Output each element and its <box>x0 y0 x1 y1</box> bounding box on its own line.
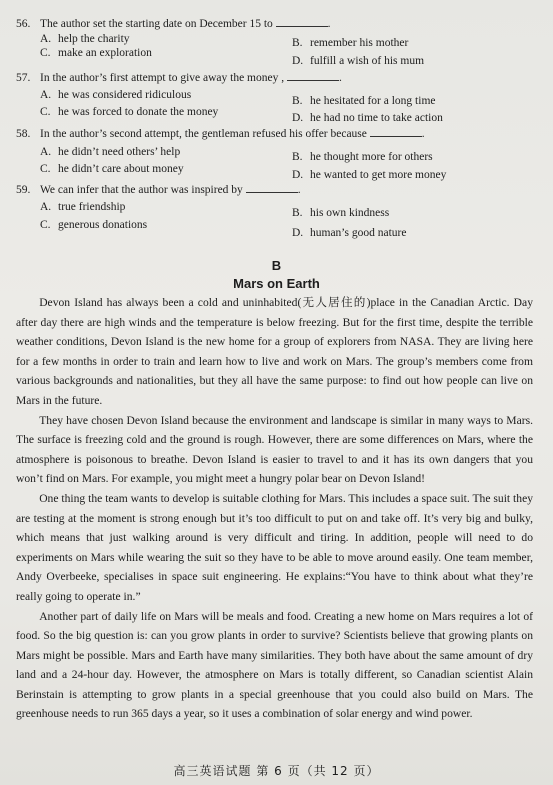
option-57-c: C. he was forced to donate the money <box>40 106 219 118</box>
option-56-a: A. help the charity <box>40 33 130 45</box>
question-stem: In the author’s first attempt to give away the money , <box>40 72 285 84</box>
answer-blank <box>276 16 328 27</box>
question-57: 57. In the author’s first attempt to give away the money , . <box>16 72 342 84</box>
question-number: 58. <box>16 128 31 140</box>
answer-blank <box>287 70 339 81</box>
option-58-c: C. he didn’t care about money <box>40 163 184 175</box>
option-57-b: B. he hesitated for a long time <box>292 95 436 107</box>
option-58-a: A. he didn’t need others’ help <box>40 146 181 158</box>
question-number: 59. <box>16 184 31 196</box>
option-57-a: A. he was considered ridiculous <box>40 89 192 101</box>
question-stem: The author set the starting date on December 15 to <box>40 18 273 30</box>
question-59: 59. We can infer that the author was inspired by . <box>16 184 301 196</box>
option-56-c: C. make an exploration <box>40 47 152 59</box>
passage-body <box>16 293 533 724</box>
option-57-d: D. he had no time to take action <box>292 112 443 124</box>
option-56-b: B. remember his mother <box>292 37 409 49</box>
option-59-c: C. generous donations <box>40 219 148 231</box>
paragraph: Another part of daily life on Mars will be meals and food. Creating a new home on Mars requires a lot of food. So the big question is: can you grow plants in order to survive? Scientists believe that growing plants on Mars might be possible. Mars and Earth have many similarities. They both have about the same amount of dry land and a 24-hour day. However, the atmosphere on Mars is totally different, so Canadian scientist Alain Berinstain is attempting to grow plants in a special greenhouse that you could also build on Mars. The greenhouse needs to run 365 days a year, so it uses a combination of solar energy and wind power. <box>16 609 533 721</box>
question-number: 56. <box>16 18 31 30</box>
page-footer: 高三英语试题 第 6 页（共 12 页） <box>173 764 380 778</box>
paragraph: Devon Island has always been a cold and uninhabited(无人居住的)place in the Canadian Arctic. Day after day there are high winds and the temperature is below freezing. But for the first time, despite the terrible weather conditions, Devon Island is the new home for a group of explorers from NASA. They are living here for a few months in order to train and learn how to live and work on Mars. The group’s members come from various backgrounds and nationalities, but they all have the same purpose: to find out how people can live on Mars in the future. <box>16 296 533 407</box>
answer-blank <box>246 182 298 193</box>
option-59-b: B. his own kindness <box>292 207 390 219</box>
option-58-d: D. he wanted to get more money <box>292 169 447 181</box>
question-stem: We can infer that the author was inspired by <box>40 184 243 196</box>
question-stem: In the author’s second attempt, the gentleman refused his offer because <box>40 128 367 140</box>
option-59-d: D. human’s good nature <box>292 227 407 239</box>
question-number: 57. <box>16 72 31 84</box>
option-56-d: D. fulfill a wish of his mum <box>292 55 425 67</box>
option-58-b: B. he thought more for others <box>292 151 433 163</box>
passage-title: Mars on Earth <box>233 276 320 291</box>
question-58: 58. In the author’s second attempt, the gentleman refused his offer because . <box>16 128 425 140</box>
section-letter: B <box>271 258 282 273</box>
question-56: 56. The author set the starting date on December 15 to . <box>16 18 331 30</box>
option-59-a: A. true friendship <box>40 201 126 213</box>
paragraph: One thing the team wants to develop is suitable clothing for Mars. This includes a space suit. The suit they are testing at the moment is strong enough but it’s too difficult to put on and take off. It’s very big and bulky, which means that just walking around is very difficult and tiring. In addition, people will need to do experiments on Mars while wearing the suit so they have to be able to move around easily. One team member, Andy Overbeeke, specialises in space suit engineering. He explains:“You have to think about what they’re really going to operate in.” <box>16 491 534 603</box>
answer-blank <box>370 126 422 137</box>
paragraph: They have chosen Devon Island because the environment and landscape is similar in many ways to Mars. The surface is freezing cold and the ground is rough. However, there are some differences on Mars, where the atmosphere is poisonous to breathe. Devon Island is easier to travel to and it has its own dangers that you won’t find on Mars. For example, you might meet a hungry polar bear on Devon Island! <box>16 413 533 486</box>
